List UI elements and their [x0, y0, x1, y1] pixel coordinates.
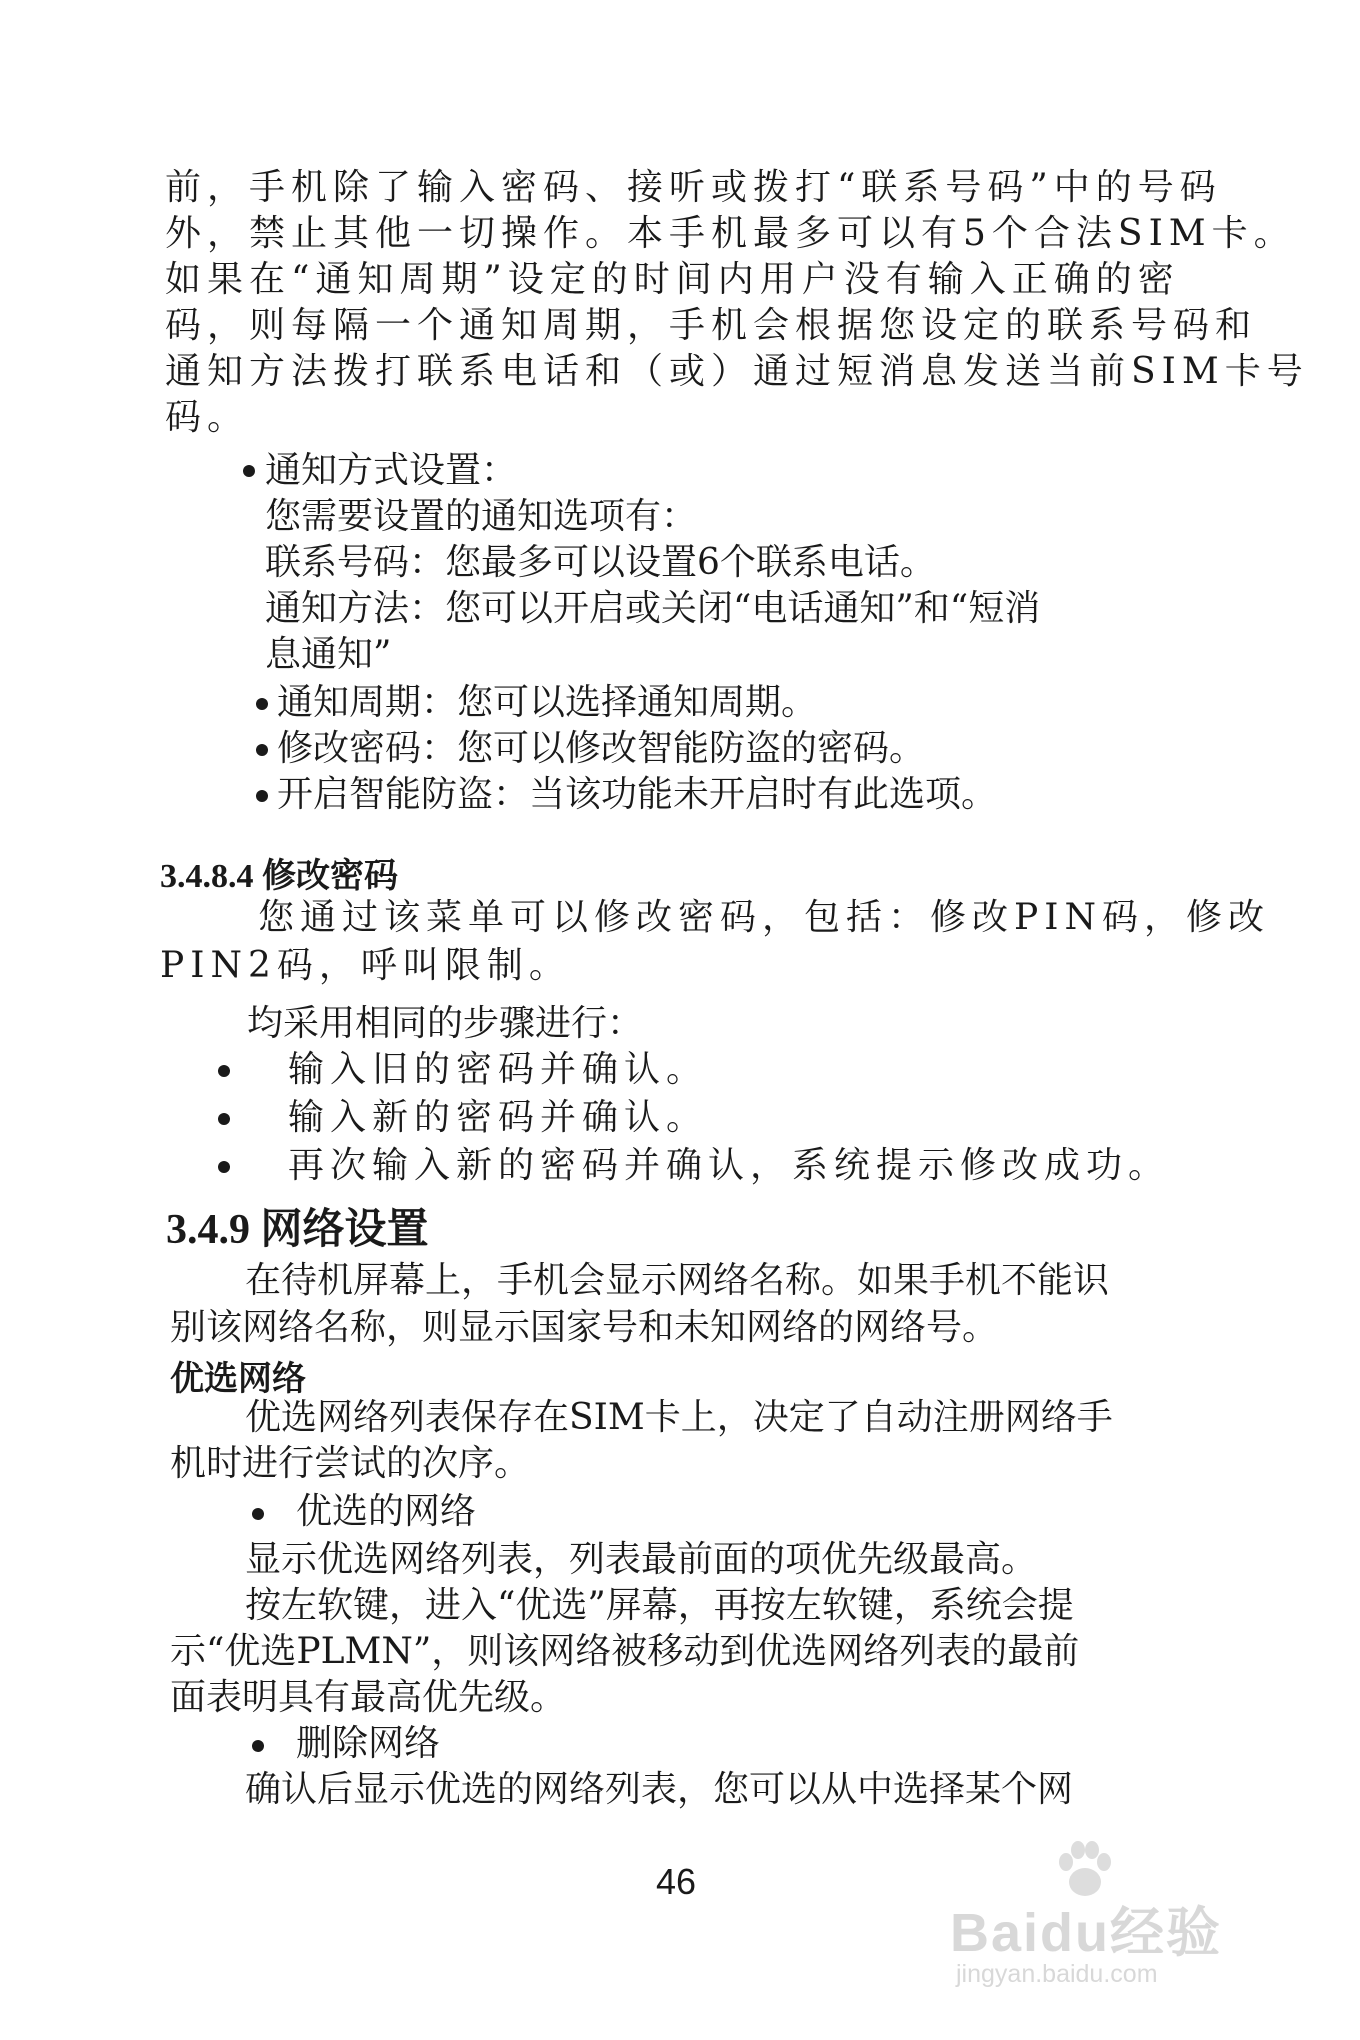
paragraph-line: 在待机屏幕上，手机会显示网络名称。如果手机不能识 [245, 1260, 1110, 1301]
step-item: 再次输入新的密码并确认，系统提示修改成功。 [288, 1145, 1171, 1186]
watermark-brand: Baidu经验 [950, 1903, 1223, 1963]
bullet-icon [218, 1065, 230, 1077]
paragraph-line: 外，禁止其他一切操作。本手机最多可以有5个合法SIM卡。 [165, 213, 1296, 254]
watermark-url: jingyan.baidu.com [956, 1960, 1158, 1988]
paragraph-line: 确认后显示优选的网络列表，您可以从中选择某个网 [245, 1769, 1074, 1810]
paragraph-line: 显示优选网络列表，列表最前面的项优先级最高。 [245, 1539, 1038, 1580]
page-number: 46 [656, 1861, 697, 1902]
paragraph-line: 示“优选PLMN”，则该网络被移动到优选网络列表的最前 [170, 1631, 1080, 1672]
step-item: 输入旧的密码并确认。 [288, 1049, 709, 1090]
bullet-item: 开启智能防盗：当该功能未开启时有此选项。 [277, 774, 998, 815]
notify-settings-line: 通知方法：您可以开启或关闭“电话通知”和“短消 [265, 588, 1041, 629]
steps-intro: 均采用相同的步骤进行： [247, 1003, 644, 1044]
bullet-icon [252, 1740, 264, 1752]
paragraph-line: 码。 [165, 397, 250, 438]
paragraph-line: 码，则每隔一个通知周期，手机会根据您设定的联系号码和 [165, 305, 1258, 346]
section-heading: 3.4.8.4 修改密码 [160, 858, 398, 895]
bullet-icon [256, 744, 268, 756]
paragraph-line: 您通过该菜单可以修改密码，包括：修改PIN码，修改 [258, 897, 1270, 938]
notify-settings-line: 息通知” [265, 634, 392, 675]
bullet-icon [243, 465, 255, 477]
bullet-icon [252, 1508, 264, 1520]
bullet-icon [256, 698, 268, 710]
list-item: 优选的网络 [296, 1491, 477, 1532]
bullet-icon [256, 790, 268, 802]
paragraph-line: PIN2码，呼叫限制。 [160, 945, 571, 986]
paragraph-line: 机时进行尝试的次序。 [170, 1443, 531, 1484]
notify-settings-title: 通知方式设置： [265, 450, 518, 491]
list-item: 删除网络 [296, 1723, 441, 1764]
paragraph-line: 通知方法拨打联系电话和（或）通过短消息发送当前SIM卡号 [165, 351, 1309, 392]
paragraph-line: 别该网络名称，则显示国家号和未知网络的网络号。 [170, 1307, 999, 1348]
bullet-icon [218, 1161, 230, 1173]
paragraph-line: 如果在“通知周期”设定的时间内用户没有输入正确的密 [165, 259, 1180, 300]
paragraph-line: 优选网络列表保存在SIM卡上，决定了自动注册网络手 [245, 1397, 1113, 1438]
paragraph-line: 按左软键，进入“优选”屏幕，再按左软键，系统会提 [245, 1585, 1074, 1626]
paragraph-line: 面表明具有最高优先级。 [170, 1677, 567, 1718]
sub-heading: 优选网络 [170, 1359, 306, 1399]
bullet-icon [218, 1113, 230, 1125]
notify-settings-line: 联系号码：您最多可以设置6个联系电话。 [265, 542, 936, 583]
bullet-item: 修改密码：您可以修改智能防盗的密码。 [277, 728, 926, 769]
section-heading: 3.4.9 网络设置 [166, 1207, 429, 1253]
notify-settings-line: 您需要设置的通知选项有： [265, 496, 698, 537]
bullet-item: 通知周期：您可以选择通知周期。 [277, 682, 818, 723]
step-item: 输入新的密码并确认。 [288, 1097, 709, 1138]
paragraph-line: 前，手机除了输入密码、接听或拨打“联系号码”中的号码 [165, 167, 1222, 208]
